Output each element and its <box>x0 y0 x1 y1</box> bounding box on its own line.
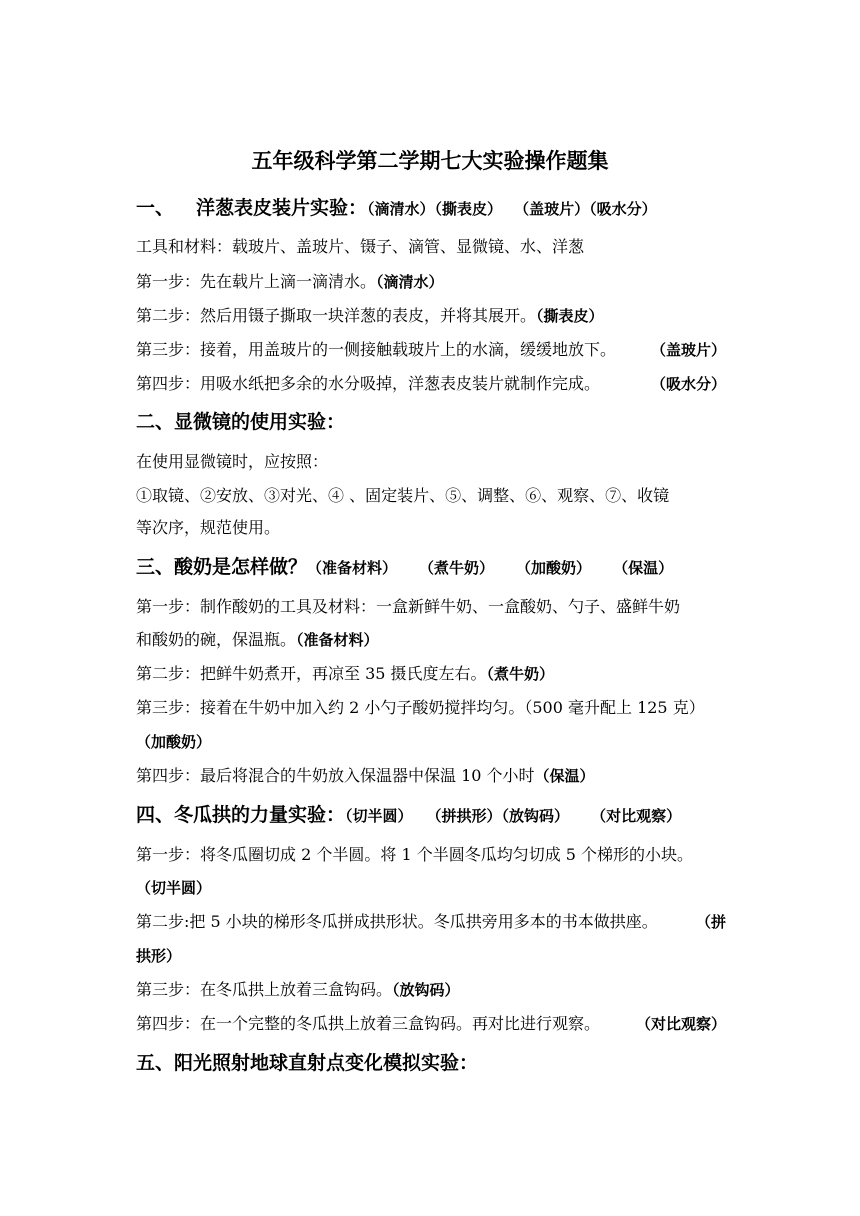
step-text: 第四步：最后将混合的牛奶放入保温器中保温 10 个小时 <box>136 766 535 785</box>
step-text: 第三步：在冬瓜拱上放着三盒钩码。 <box>136 980 393 999</box>
step-tag: （撕表皮） <box>536 307 604 325</box>
section-4-step-2-tag <box>136 945 726 967</box>
section-3-tag-3: （加酸奶） <box>516 559 592 577</box>
step-tag: （吸水分） <box>650 375 726 393</box>
step-text: 和酸奶的碗，保温瓶。 <box>136 630 297 649</box>
step-tag: （盖玻片） <box>650 341 726 359</box>
section-1-tag-4: （吸水分） <box>589 200 657 218</box>
section-3-step-2 <box>136 663 726 685</box>
section-1-step-1 <box>136 271 726 293</box>
section-1-step-2 <box>136 305 726 327</box>
section-3-tag-4: （保温） <box>613 559 674 577</box>
step-tag: （准备材料） <box>296 631 379 649</box>
section-3-title: 三、酸奶是怎样做？ <box>136 556 308 578</box>
step-tag: （滴清水） <box>376 273 444 291</box>
section-1-step-3 <box>136 339 726 361</box>
step-tag: （加酸奶） <box>136 733 212 751</box>
section-4-step-2 <box>136 911 726 933</box>
step-text: 第一步：先在载片上滴一滴清水。 <box>136 272 377 291</box>
section-4-step-1: 第一步：将冬瓜圈切成 2 个半圆。将 1 个半圆冬瓜均匀切成 5 个梯形的小块。 <box>136 845 694 864</box>
section-3-tag-2: （煮牛奶） <box>419 559 495 577</box>
section-1-heading <box>136 197 726 220</box>
section-3-step-3: 第三步：接着在牛奶中加入约 2 小勺子酸奶搅拌均匀。（500 毫升配上 125 克） <box>136 698 705 717</box>
section-4-tag-1: （切半圆） <box>345 807 413 825</box>
section-1-materials: 工具和材料：载玻片、盖玻片、镊子、滴管、显微镜、水、洋葱 <box>136 237 585 256</box>
section-4-title: 四、冬瓜拱的力量实验： <box>136 804 346 826</box>
section-3-tag-1: （准备材料） <box>307 559 398 577</box>
section-2-heading: 二、显微镜的使用实验： <box>136 411 346 433</box>
section-4-step-3 <box>136 979 726 1001</box>
step-tag: （煮牛奶） <box>486 665 555 683</box>
section-1-tag-3: （盖玻片） <box>514 200 590 218</box>
section-2-line-2: ①取镜、②安放、③对光、④ 、固定装片、⑤、调整、⑥、观察、⑦、收镜 <box>136 486 670 505</box>
step-text: 第三步：接着，用盖玻片的一侧接触载玻片上的水滴，缓缓地放下。 <box>136 340 617 359</box>
section-1-title: 洋葱表皮装片实验： <box>196 197 368 219</box>
step-tag: （切半圆） <box>136 879 212 897</box>
section-4-tag-4: （对比观察） <box>591 807 682 825</box>
section-1-number: 一、 <box>136 197 175 219</box>
step-text: 第二步：把鲜牛奶煮开，再凉至 35 摄氏度左右。 <box>136 664 487 683</box>
step-text: 第二步:把 5 小块的梯形冬瓜拼成拱形状。冬瓜拱旁用多本的书本做拱座。 <box>136 912 658 931</box>
step-text: 第四步：用吸水纸把多余的水分吸掉，洋葱表皮装片就制作完成。 <box>136 374 601 393</box>
step-tag: （放钩码） <box>392 981 460 999</box>
section-4-heading <box>136 804 726 827</box>
step-text: 第二步：然后用镊子撕取一块洋葱的表皮，并将其展开。 <box>136 306 537 325</box>
section-5-heading: 五、阳光照射地球直射点变化模拟实验： <box>136 1052 479 1074</box>
step-tag: （拼 <box>695 913 726 931</box>
section-3-step-1-line-2 <box>136 629 726 651</box>
section-1-tag-2: （撕表皮） <box>434 200 503 218</box>
section-4-step-1-tag <box>136 877 726 899</box>
section-1-tag-1: （滴清水） <box>367 200 435 218</box>
page-title: 五年级科学第二学期七大实验操作题集 <box>251 149 609 173</box>
section-4-tag-2: （拼拱形） <box>426 807 502 825</box>
section-3-step-4 <box>136 765 726 787</box>
section-3-step-1-line-1: 第一步：制作酸奶的工具及材料：一盒新鲜牛奶、一盒酸奶、勺子、盛鲜牛奶 <box>136 597 681 616</box>
section-4-step-4 <box>136 1013 726 1035</box>
step-tag: （保温） <box>534 767 595 785</box>
step-tag: （对比观察） <box>635 1015 726 1033</box>
section-3-step-3-tag <box>136 731 726 753</box>
section-2-line-1: 在使用显微镜时，应按照： <box>136 452 329 471</box>
section-4-tag-3: （放钩码） <box>501 807 570 825</box>
section-2-line-3: 等次序，规范使用。 <box>136 518 281 537</box>
section-1-step-4 <box>136 373 726 395</box>
section-3-heading <box>136 556 726 579</box>
step-text: 第四步：在一个完整的冬瓜拱上放着三盒钩码。再对比进行观察。 <box>136 1014 601 1033</box>
step-tag: 拱形） <box>136 947 182 965</box>
